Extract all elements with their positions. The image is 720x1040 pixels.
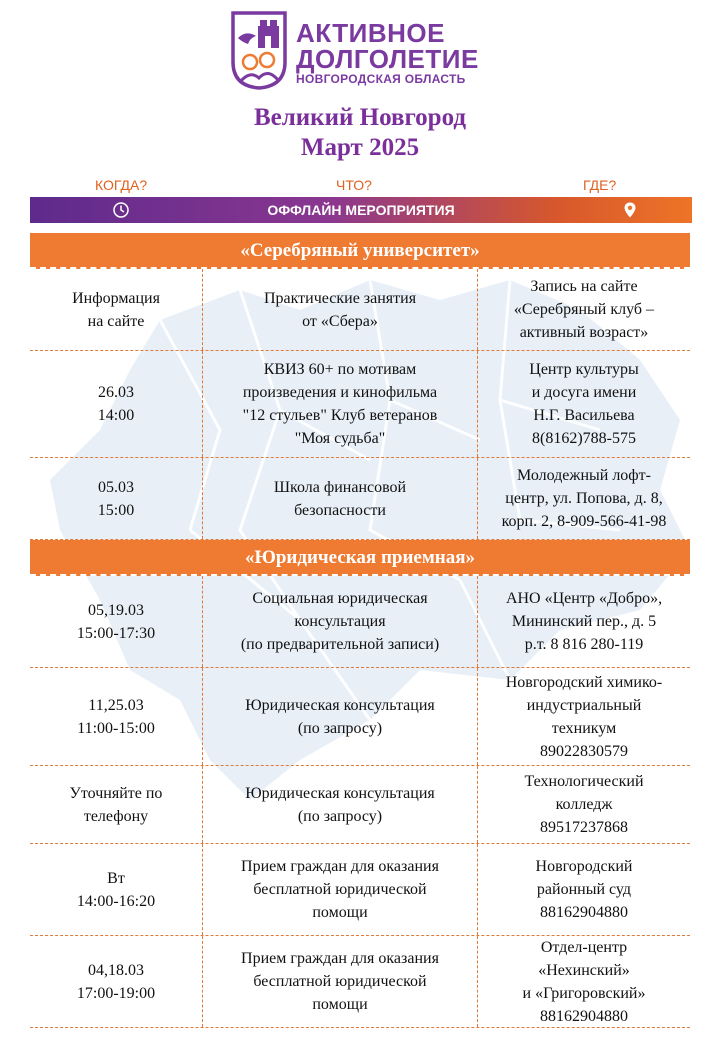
cell-where: Новгородский районный суд 88162904880 [535, 858, 633, 921]
section-header-silver-university: «Серебряный университет» [30, 233, 690, 269]
cell-when: Информация на сайте [30, 269, 203, 350]
logo-emblem-icon [230, 10, 288, 90]
logo-line-2: ДОЛГОЛЕТИЕ [296, 44, 479, 74]
table-row [30, 844, 690, 936]
banner-label: ОФФЛАЙН МЕРОПРИЯТИЯ [267, 202, 455, 218]
cell-where: АНО «Центр «Добро», Мининский пер., д. 5 р.т. 8 816 280-119 [505, 590, 663, 653]
table-row [30, 668, 690, 766]
cell-when: 11,25.03 11:00-15:00 [30, 668, 203, 765]
cell-when: 26.03 14:00 [30, 351, 203, 457]
column-what-label: ЧТО? [336, 177, 372, 193]
table-row [30, 936, 690, 1028]
cell-what: КВИЗ 60+ по мотивам произведения и кинофильма "12 стульев" Клуб ветеранов "Моя судьба" [203, 351, 478, 457]
cell-when: 04,18.03 17:00-19:00 [30, 936, 203, 1027]
table-row [30, 351, 690, 458]
cell-what: Прием граждан для оказания бесплатной юридической помощи [203, 844, 478, 935]
table-row [30, 576, 690, 668]
offline-events-banner [30, 197, 692, 223]
logo [230, 10, 500, 92]
cell-when: 05,19.03 15:00-17:30 [30, 576, 203, 667]
cell-where: Молодежный лофт- центр, ул. Попова, д. 8, корп. 2, 8-909-566-41-98 [501, 467, 667, 530]
cell-what: Прием граждан для оказания бесплатной юридической помощи [203, 936, 478, 1027]
column-where-label: ГДЕ? [583, 177, 617, 193]
table-row [30, 269, 690, 351]
section-header-legal-reception: «Юридическая приемная» [30, 540, 690, 576]
cell-what: Юридическая консультация (по запросу) [203, 766, 478, 843]
events-table [30, 233, 690, 1028]
page-header [0, 0, 720, 218]
cell-where: Центр культуры и досуга имени Н.Г. Васильева 8(8162)788-575 [529, 361, 639, 447]
column-when-label: КОГДА? [95, 177, 148, 193]
cell-what: Школа финансовой безопасности [203, 458, 478, 539]
table-row [30, 458, 690, 540]
city-title: Великий Новгород [253, 104, 467, 131]
logo-line-3: НОВГОРОДСКАЯ ОБЛАСТЬ [296, 72, 466, 86]
cell-where: Запись на сайте «Серебряный клуб – активный возраст» [513, 278, 655, 341]
logo-line-1: АКТИВНОЕ [296, 18, 445, 48]
cell-when: Вт 14:00-16:20 [30, 844, 203, 935]
clock-icon [112, 201, 130, 219]
cell-where: Новгородский химико- индустриальный техникум 89022830579 [505, 673, 663, 760]
cell-what: Юридическая консультация (по запросу) [203, 668, 478, 765]
cell-when: 05.03 15:00 [30, 458, 203, 539]
logo-text [296, 20, 479, 87]
cell-what: Социальная юридическая консультация (по предварительной записи) [203, 576, 478, 667]
month-title: Март 2025 [300, 134, 420, 161]
table-row [30, 766, 690, 844]
cell-what: Практические занятия от «Сбера» [203, 269, 478, 350]
cell-where: Отдел-центр «Нехинский» и «Григоровский» 88162904880 [522, 938, 646, 1025]
cell-where: Технологический колледж 89517237868 [524, 773, 644, 836]
cell-when: Уточняйте по телефону [30, 766, 203, 843]
location-pin-icon [621, 201, 639, 219]
